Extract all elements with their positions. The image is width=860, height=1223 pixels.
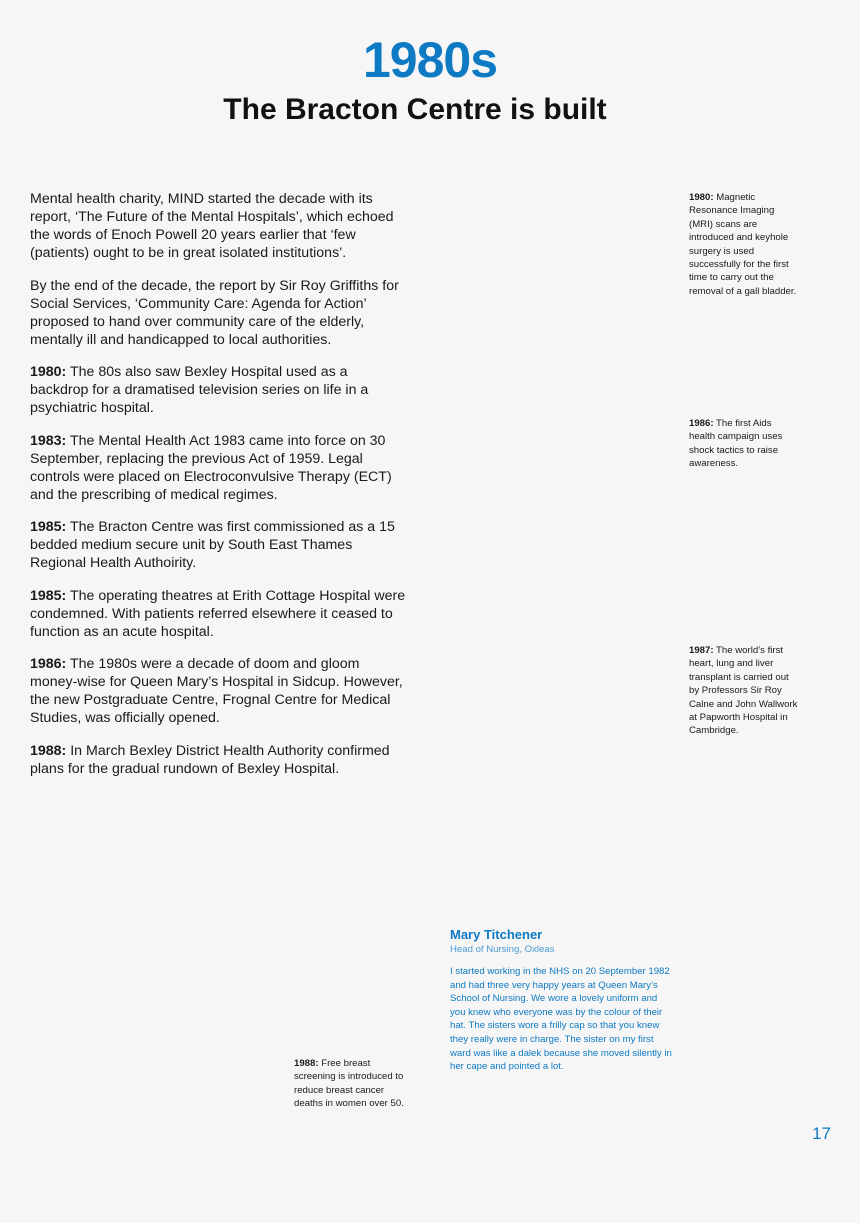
sidebar-fact (689, 644, 799, 738)
staff-quote (450, 927, 675, 1074)
page-headline: The Bracton Centre is built (223, 93, 607, 126)
entry-year: 1985: (30, 519, 67, 535)
timeline-entry (30, 432, 408, 504)
sidebar-fact (689, 417, 794, 471)
entry-text: The 80s also saw Bexley Hospital used as a backdrop for a dramatised television series on life in a psychiatric hospital. (30, 364, 369, 416)
intro-paragraph-2: By the end of the decade, the report by Sir Roy Griffiths for Social Services, ‘Community Care: Agenda for Action’ proposed to hand over community care of the elderly, mentally ill and handicapped to local authorities. (30, 277, 399, 348)
entry-year: 1985: (30, 587, 67, 604)
timeline-entry (30, 742, 408, 778)
quote-author-role: Head of Nursing, Oxleas (450, 944, 555, 955)
entry-text: The Mental Health Act 1983 came into force on 30 September, replacing the previous Act of 1959. Legal controls were placed on Electroconvulsive Therapy (ECT) and the prescribing of medical regimes. (30, 432, 392, 503)
fact-text: The first Aids health campaign uses shock tactics to raise awareness. (689, 418, 783, 470)
fact-text: Free breast screening is introduced to reduce breast cancer deaths in women over 50. (294, 1058, 404, 1110)
fact-year: 1988: (294, 1058, 319, 1069)
entry-text: The Bracton Centre was first commissioned as a 15 bedded medium secure unit by South East Thames Regional Health Authoirity. (30, 519, 395, 571)
main-text-column (30, 190, 408, 792)
page-number: 17 (812, 1124, 831, 1143)
entry-year: 1983: (30, 432, 67, 449)
fact-year: 1987: (689, 645, 714, 656)
entry-year: 1986: (30, 656, 67, 672)
quote-author-name: Mary Titchener (450, 927, 543, 942)
timeline-entry (30, 518, 408, 572)
entry-text: The 1980s were a decade of doom and gloom money-wise for Queen Mary’s Hospital in Sidcup. However, the new Postgraduate Centre, Frognal Centre for Medical Studies, was officially opened. (30, 656, 403, 726)
timeline-entry (30, 363, 408, 417)
entry-text: In March Bexley District Health Authority confirmed plans for the gradual rundown of Bexley Hospital. (30, 742, 390, 777)
fact-text: Magnetic Resonance Imaging (MRI) scans are introduced and keyhole surgery is used successfully for the first time to carry out the removal of a gall bladder. (689, 192, 797, 297)
fact-text: The world’s first heart, lung and liver transplant is carried out by Professors Sir Roy Calne and John Wallwork at Papworth Hospital in Cambridge. (689, 645, 798, 737)
timeline-entry (30, 655, 408, 727)
decade-title: 1980s (362, 32, 498, 88)
fact-year: 1980: (689, 192, 714, 203)
sidebar-fact (294, 1057, 406, 1111)
intro-paragraph-1: Mental health charity, MIND started the decade with its report, ‘The Future of the Mental Hospitals’, which echoed the words of Enoch Powell 20 years earlier that ‘few (patients) ought to be in great isolated institutions’. (30, 191, 394, 261)
quote-text: I started working in the NHS on 20 September 1982 and had three very happy years at Queen Mary’s School of Nursing. We wore a lovely uniform and you knew who everyone was by the colour of their hat. The sisters wore a frilly cap so that you knew they really were in charge. The sister on my first ward was like a dalek because she moved silently in her cape and pointed a lot. (450, 966, 672, 1073)
fact-year: 1986: (689, 418, 714, 429)
entry-text: The operating theatres at Erith Cottage Hospital were condemned. With patients referred elsewhere it ceased to function as an acute hospital. (30, 587, 406, 640)
sidebar-fact (689, 191, 799, 298)
timeline-entry (30, 587, 408, 641)
entry-year: 1980: (30, 364, 67, 380)
entry-year: 1988: (30, 742, 67, 759)
